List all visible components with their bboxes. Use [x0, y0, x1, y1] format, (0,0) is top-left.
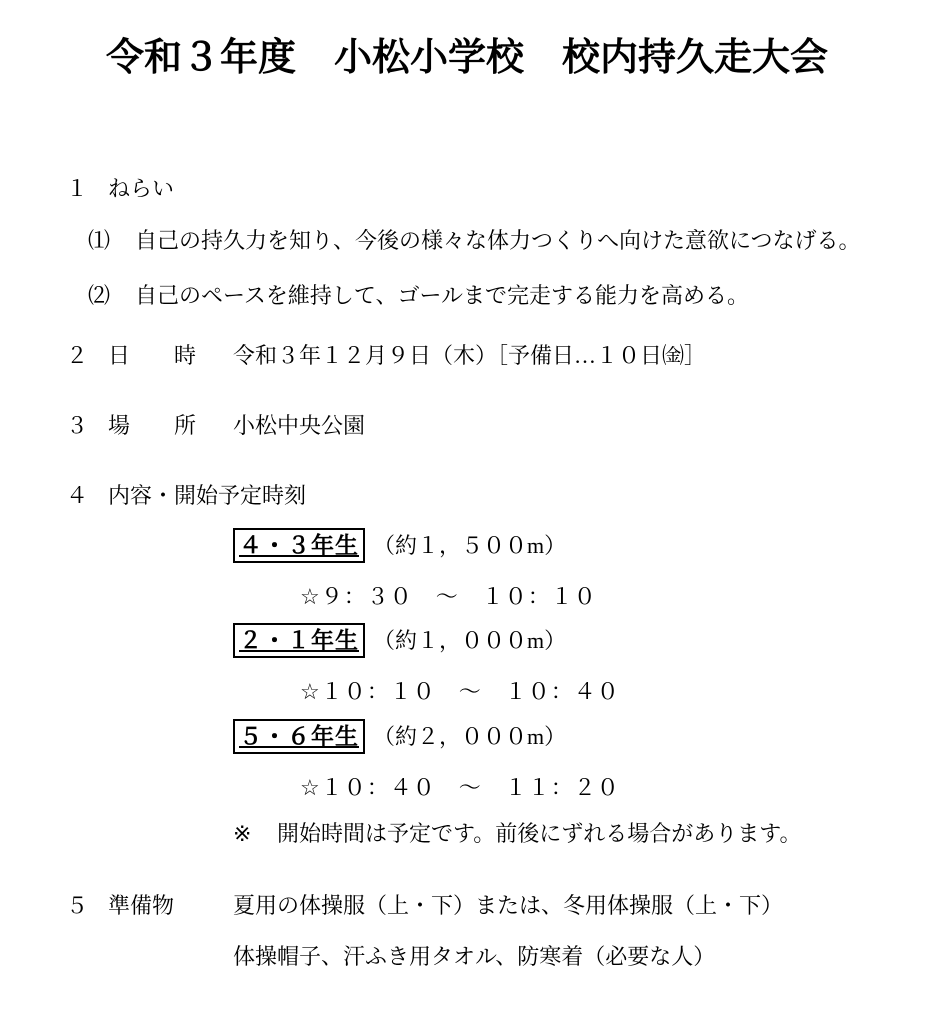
- section-4-label: 内容・開始予定時刻: [108, 483, 307, 508]
- section-4-heading: [66, 483, 306, 509]
- section-5-items-line: [66, 893, 783, 919]
- section-3-label: 場 所: [108, 413, 197, 438]
- aim-item-1: [88, 228, 861, 254]
- distance-2-1: （約１，０００m）: [373, 628, 567, 653]
- section-1-label: ねらい: [108, 176, 175, 201]
- preparation-items-line2: 体操帽子、汗ふき用タオル、防寒着（必要な人）: [233, 944, 716, 969]
- section-4-number: ４: [66, 483, 89, 508]
- event-place-text: 小松中央公園: [233, 413, 366, 438]
- grade-box-2-1: ２・１年生: [233, 623, 365, 658]
- aim-item-1-marker: ⑴: [88, 228, 111, 253]
- preparation-items-line1: 夏用の体操服（上・下）または、冬用体操服（上・下）: [233, 893, 784, 918]
- distance-4-3: （約１，５００m）: [373, 533, 567, 558]
- schedule-group-3: [233, 719, 566, 754]
- section-2-label: 日 時: [108, 343, 197, 368]
- grade-box-4-3: ４・３年生: [233, 528, 365, 563]
- time-5-6: ☆１０：４０ ～ １１：２０: [300, 775, 620, 800]
- document-title: 令和３年度 小松小学校 校内持久走大会: [105, 37, 828, 79]
- distance-5-6: （約２，０００m）: [373, 724, 567, 749]
- section-3-number: ３: [66, 413, 89, 438]
- section-1-heading: [66, 176, 174, 202]
- schedule-group-1: [233, 528, 566, 563]
- time-4-3: ☆９：３０ ～ １０：１０: [300, 584, 597, 609]
- grade-box-5-6: ５・６年生: [233, 719, 365, 754]
- aim-item-1-text: 自己の持久力を知り、今後の様々な体力つくりへ向けた意欲につなげる。: [135, 228, 861, 253]
- event-date-text: 令和３年１２月９日（木）［予備日…１０日㈮］: [233, 343, 707, 368]
- aim-item-2: [88, 283, 749, 309]
- section-5-number: ５: [66, 893, 89, 918]
- section-3-place-line: [66, 413, 365, 439]
- section-5-label: 準備物: [108, 893, 175, 918]
- schedule-note: [233, 821, 801, 847]
- section-1-number: １: [66, 176, 89, 201]
- section-2-number: ２: [66, 343, 89, 368]
- aim-item-2-marker: ⑵: [88, 283, 111, 308]
- schedule-note-marker: ※: [233, 821, 252, 846]
- schedule-note-text: 開始時間は予定です。前後にずれる場合があります。: [277, 821, 802, 846]
- section-2-date-line: [66, 343, 706, 369]
- schedule-group-2: [233, 623, 566, 658]
- time-2-1: ☆１０：１０ ～ １０：４０: [300, 679, 620, 704]
- aim-item-2-text: 自己のペースを維持して、ゴールまで完走する能力を高める。: [135, 283, 750, 308]
